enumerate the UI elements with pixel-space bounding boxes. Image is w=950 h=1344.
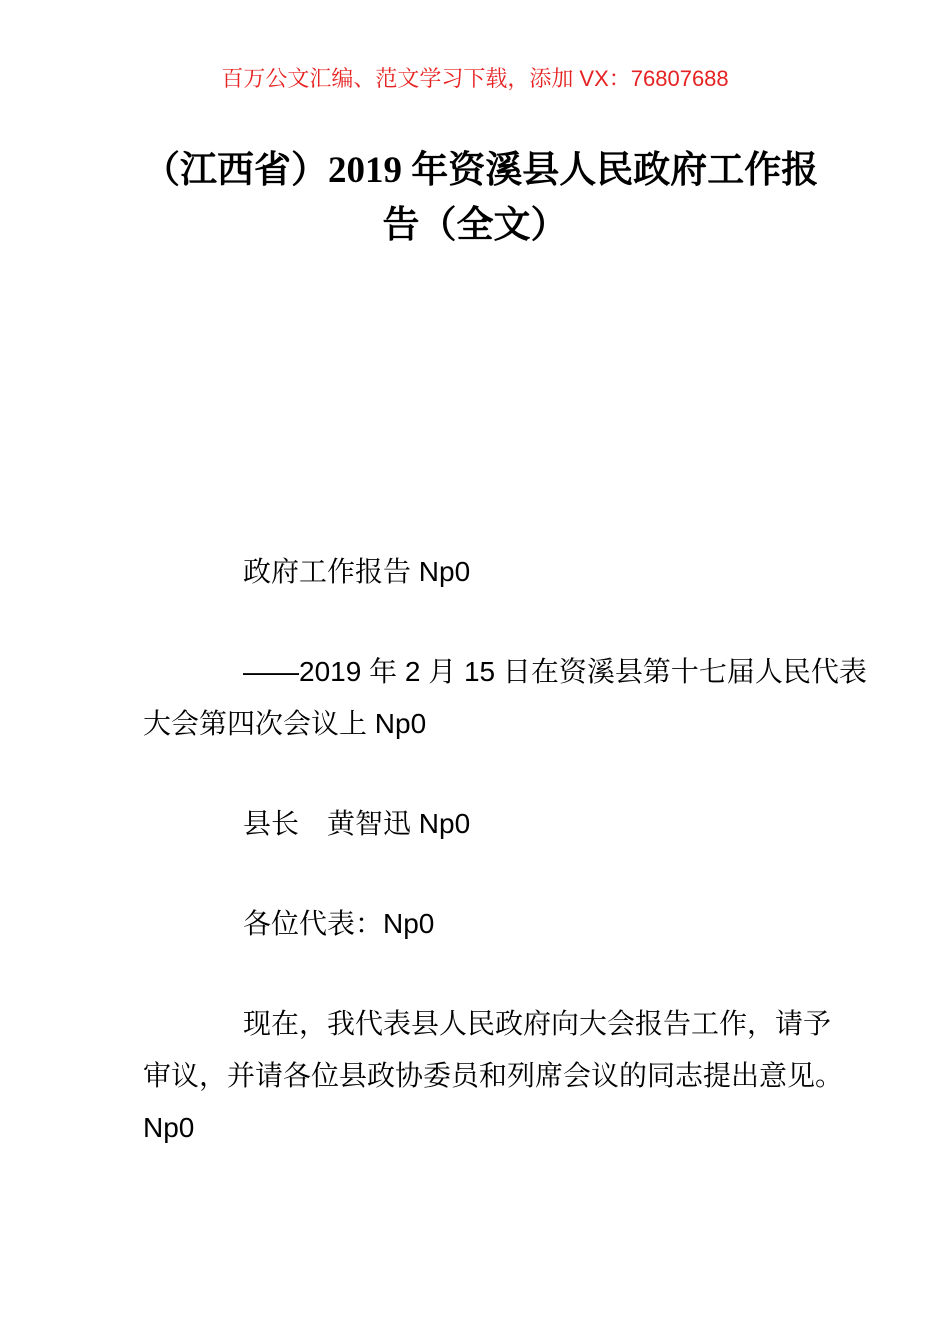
paragraph-line: 县长 黄智迅 Np0 <box>243 808 471 839</box>
paragraph-line: 政府工作报告 Np0 <box>243 556 471 587</box>
paragraph-line: Np0 <box>143 1112 195 1143</box>
paragraph-intro <box>143 998 844 1154</box>
paragraph-speaker <box>143 798 807 850</box>
paragraph-line: ——2019 年 2 月 15 日在资溪县第十七届人民代表 <box>243 656 867 687</box>
paragraph-report-heading <box>143 546 807 598</box>
paragraph-line: 大会第四次会议上 Np0 <box>143 708 427 739</box>
document-body <box>143 546 867 1202</box>
paragraph-line: 审议，并请各位县政协委员和列席会议的同志提出意见。 <box>143 1060 844 1091</box>
title-line-1: （江西省）2019 年资溪县人民政府工作报 <box>143 150 819 191</box>
title-line-2: 告（全文） <box>382 205 568 246</box>
paragraph-meeting-subtitle <box>143 646 867 750</box>
paragraph-salutation <box>143 898 807 950</box>
paragraph-line: 现在，我代表县人民政府向大会报告工作，请予 <box>243 1008 832 1039</box>
document-title <box>143 143 819 253</box>
paragraph-line: 各位代表：Np0 <box>243 908 435 939</box>
promo-watermark-text: 百万公文汇编、范文学习下载，添加 VX：76807688 <box>221 66 729 91</box>
